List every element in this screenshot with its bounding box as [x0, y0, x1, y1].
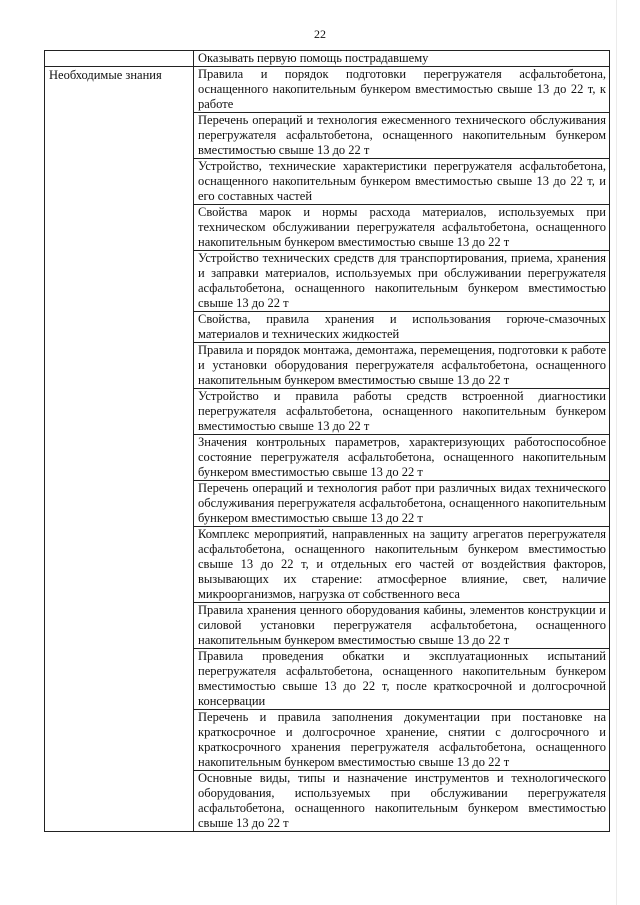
knowledge-item: Свойства марок и нормы расхода материалов, используемых при техническом обслуживании перегружателя асфальтобетона, оснащенного накопительным бункером вместимостью свыше 13 до 22 т — [194, 205, 610, 251]
table-text-cell: Оказывать первую помощь пострадавшему — [194, 51, 610, 67]
table-row — [45, 51, 610, 67]
table-row — [45, 67, 610, 113]
requirements-table — [44, 50, 610, 832]
knowledge-item: Устройство, технические характеристики перегружателя асфальтобетона, оснащенного накопительным бункером вместимостью свыше 13 до 22 т, и его составных частей — [194, 159, 610, 205]
knowledge-item: Правила проведения обкатки и эксплуатационных испытаний перегружателя асфальтобетона, оснащенного накопительным бункером вместимостью свыше 13 до 22 т, после краткосрочной и долгосрочной консервации — [194, 649, 610, 710]
knowledge-item: Правила и порядок подготовки перегружателя асфальтобетона, оснащенного накопительным бункером вместимостью свыше 13 до 22 т, к работе — [194, 67, 610, 113]
page-number: 22 — [314, 27, 326, 41]
knowledge-item: Устройство технических средств для транспортирования, приема, хранения и заправки материалов, используемых при обслуживании перегружателя асфальтобетона, оснащенного накопительным бункером вместимостью свыше 13 до 22 т — [194, 251, 610, 312]
knowledge-item: Перечень операций и технология работ при различных видах технического обслуживания перегружателя асфальтобетона, оснащенного накопительным бункером вместимостью свыше 13 до 22 т — [194, 481, 610, 527]
section-label-required-knowledge: Необходимые знания — [45, 67, 194, 832]
knowledge-item: Перечень и правила заполнения документации при постановке на краткосрочное и долгосрочное хранение, снятии с долгосрочного и краткосрочного хранения перегружателя асфальтобетона, оснащенного накопительным бункером вместимостью свыше 13 до 22 т — [194, 710, 610, 771]
knowledge-item: Комплекс мероприятий, направленных на защиту агрегатов перегружателя асфальтобетона, оснащенного накопительным бункером вместимостью свыше 13 до 22 т, и отдельных его частей от воздействия факторов, вызывающих их старение: атмосферное влияние, свет, наличие микроорганизмов, нагрузка от собственного веса — [194, 527, 610, 603]
scan-edge-line — [616, 0, 617, 905]
knowledge-item: Основные виды, типы и назначение инструментов и технологического оборудования, используемых при обслуживании перегружателя асфальтобетона, оснащенного накопительным бункером вместимостью свыше 13 до 22 т — [194, 771, 610, 832]
knowledge-item: Правила и порядок монтажа, демонтажа, перемещения, подготовки к работе и установки оборудования перегружателя асфальтобетона, оснащенного накопительным бункером вместимостью свыше 13 до 22 т — [194, 343, 610, 389]
knowledge-item: Устройство и правила работы средств встроенной диагностики перегружателя асфальтобетона, оснащенного накопительным бункером вместимостью свыше 13 до 22 т — [194, 389, 610, 435]
knowledge-item: Правила хранения ценного оборудования кабины, элементов конструкции и силовой установки перегружателя асфальтобетона, оснащенного накопительным бункером вместимостью свыше 13 до 22 т — [194, 603, 610, 649]
knowledge-item: Перечень операций и технология ежесменного технического обслуживания перегружателя асфальтобетона, оснащенного накопительным бункером вместимостью свыше 13 до 22 т — [194, 113, 610, 159]
table-label-cell — [45, 51, 194, 67]
knowledge-item: Значения контрольных параметров, характеризующих работоспособное состояние перегружателя асфальтобетона, оснащенного накопительным бункером вместимостью свыше 13 до 22 т — [194, 435, 610, 481]
knowledge-item: Свойства, правила хранения и использования горюче-смазочных материалов и технических жидкостей — [194, 312, 610, 343]
